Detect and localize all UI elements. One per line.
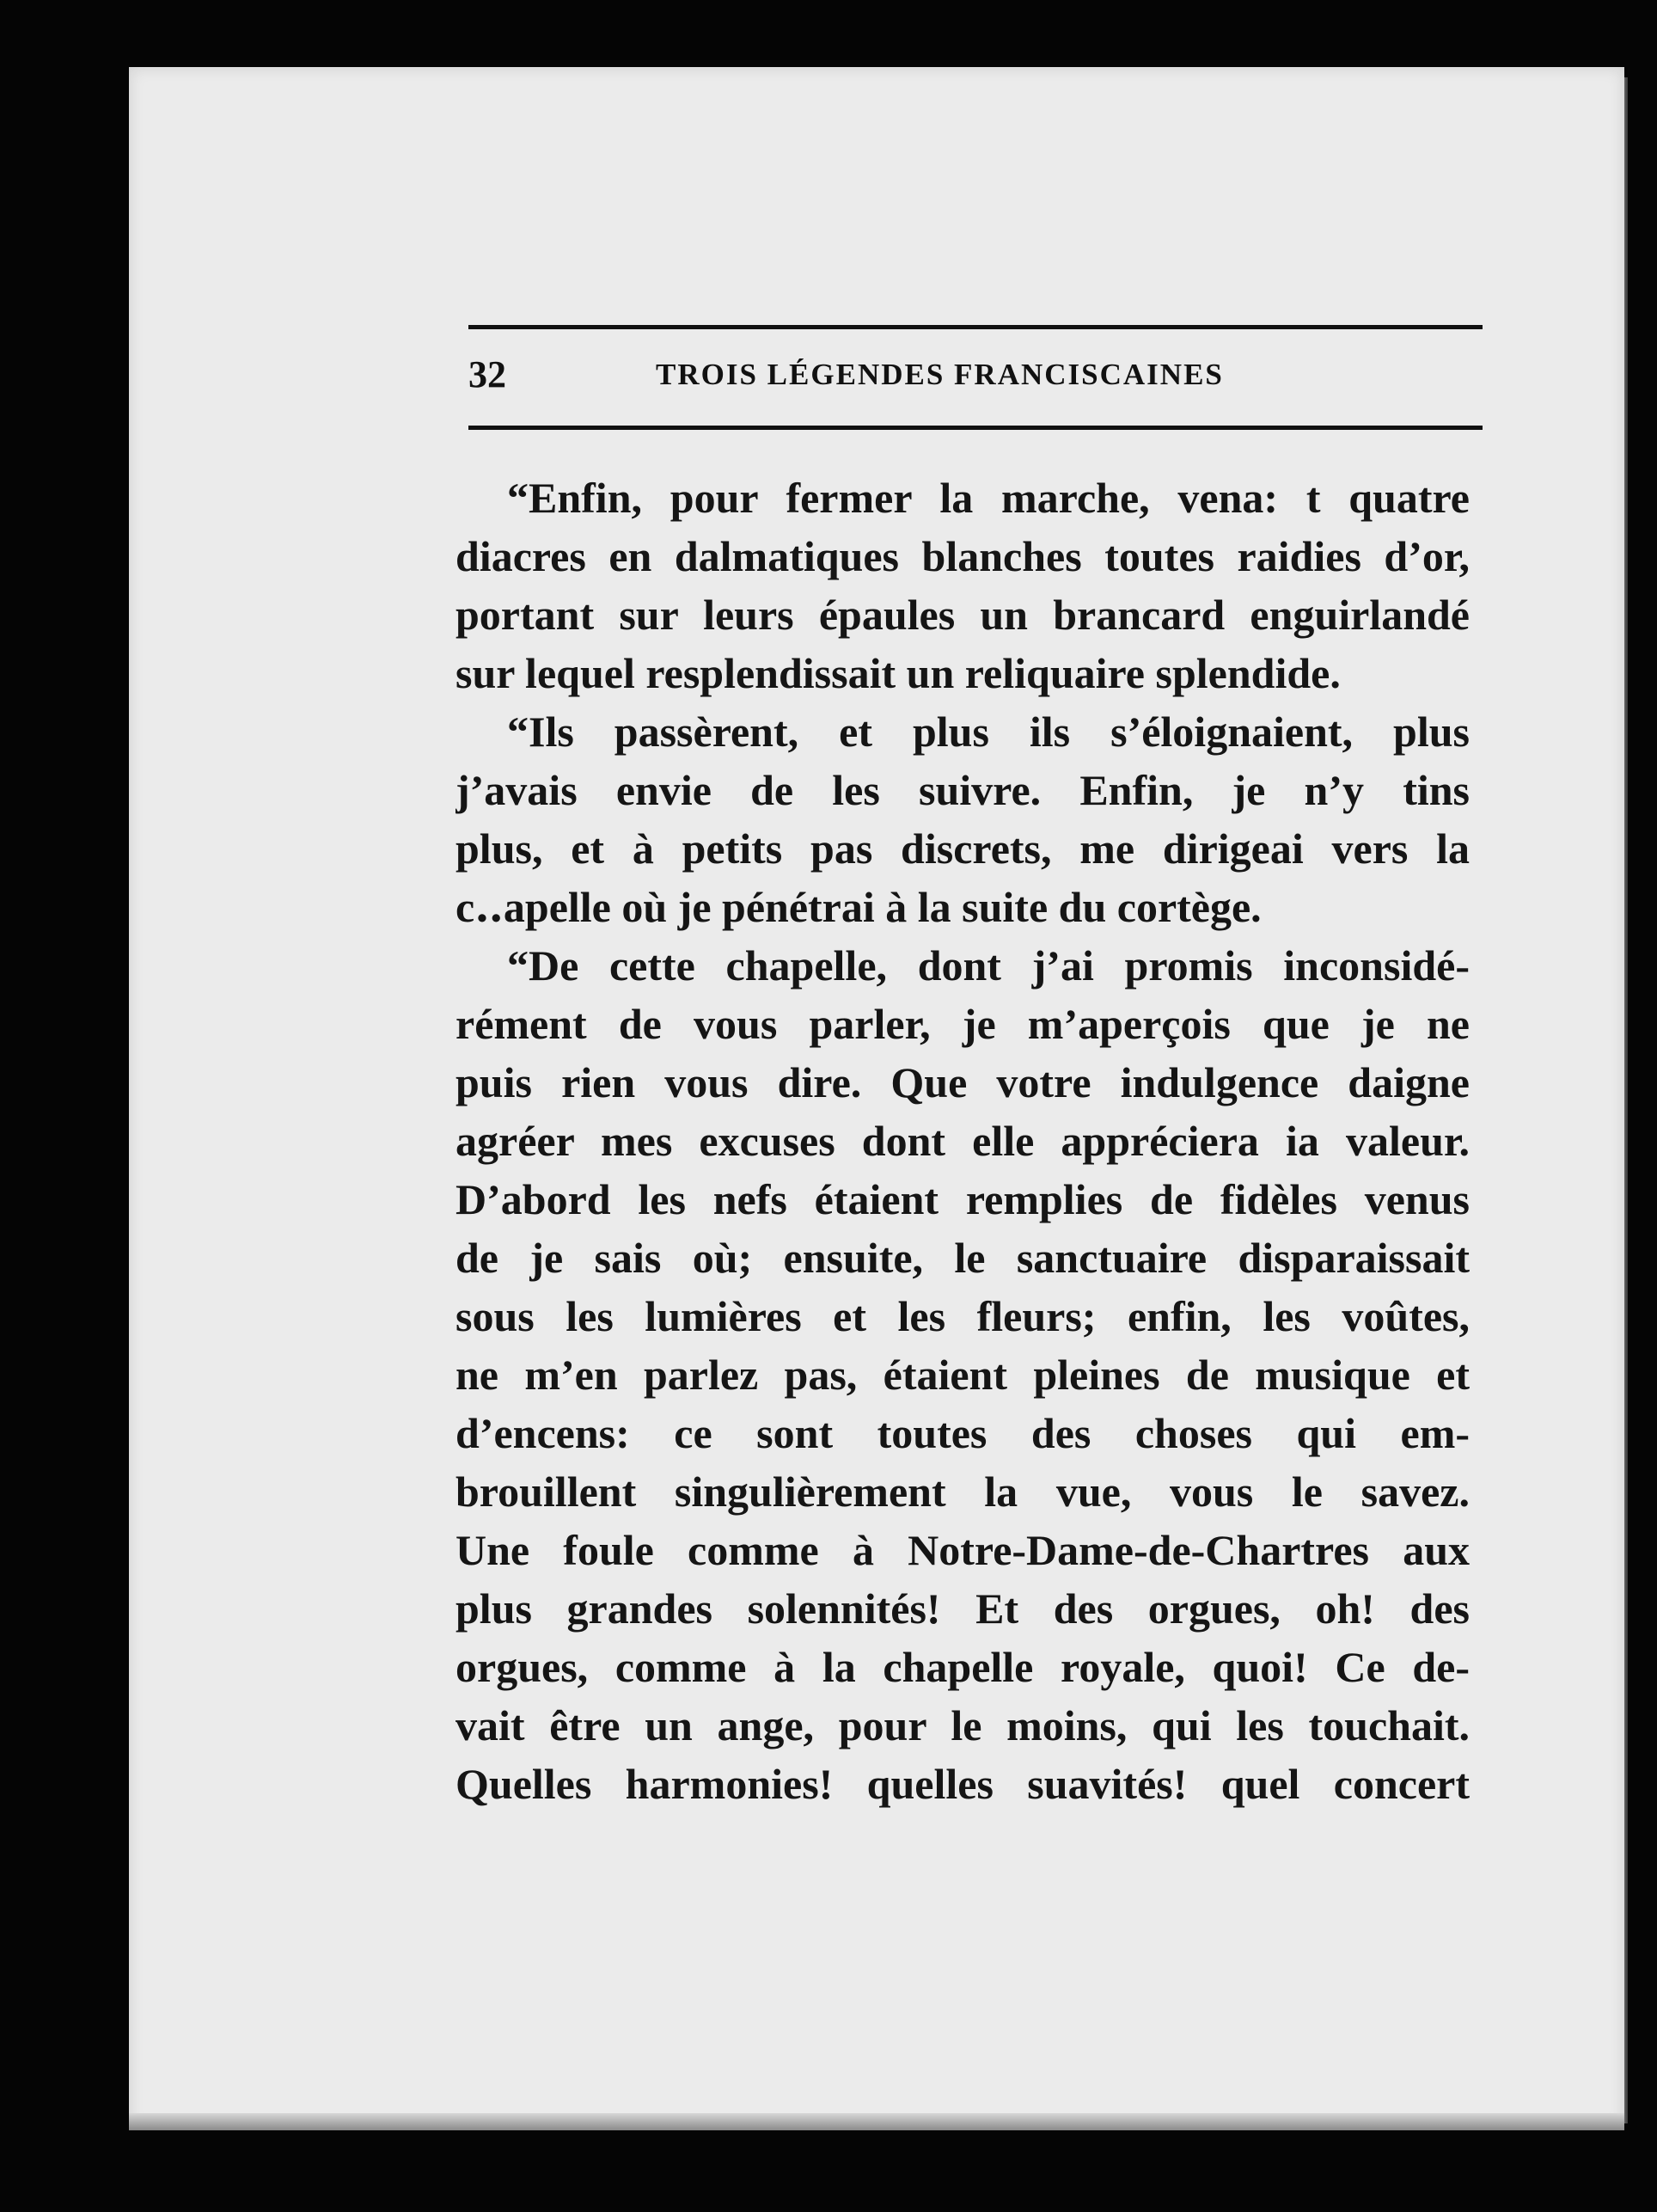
text-line: diacres en dalmatiques blanches toutes raidies d’or,: [456, 532, 1470, 580]
text-line: “Enfin, pour fermer la marche, vena: t quatre: [507, 474, 1470, 522]
text-line: puis rien vous dire. Que votre indulgence daigne: [456, 1058, 1470, 1106]
running-head: [468, 340, 1483, 409]
text-line: Une foule comme à Notre-Dame-de-Chartres aux: [456, 1526, 1470, 1574]
header-rule-top: [468, 325, 1483, 329]
page-number: 32: [468, 353, 506, 395]
text-line: plus, et à petits pas discrets, me dirigeai vers la: [456, 824, 1470, 873]
running-title: TROIS LÉGENDES FRANCISCAINES: [656, 358, 1224, 391]
body-text: [456, 469, 1470, 1813]
text-line: “De cette chapelle, dont j’ai promis inconsidé-: [507, 941, 1470, 990]
text-line: de je sais où; ensuite, le sanctuaire disparaissait: [456, 1234, 1470, 1282]
header-rule-bottom: [468, 426, 1483, 430]
text-line: c‥apelle où je pénétrai à la suite du cortège.: [456, 883, 1262, 931]
text-line: D’abord les nefs étaient remplies de fidèles venus: [456, 1175, 1470, 1223]
text-line: sur lequel resplendissait un reliquaire splendide.: [456, 649, 1341, 697]
text-line: j’avais envie de les suivre. Enfin, je n’y tins: [456, 766, 1470, 814]
text-line: ne m’en parlez pas, étaient pleines de musique et: [456, 1351, 1470, 1399]
text-line: orgues, comme à la chapelle royale, quoi! Ce de-: [456, 1643, 1470, 1691]
text-line: Quelles harmonies! quelles suavités! quel concert: [456, 1760, 1470, 1808]
text-line: d’encens: ce sont toutes des choses qui em-: [456, 1409, 1470, 1457]
text-line: brouillent singulièrement la vue, vous le savez.: [456, 1468, 1470, 1516]
page-edge-bottom: [129, 2113, 1624, 2130]
text-line: agréer mes excuses dont elle appréciera ia valeur.: [456, 1117, 1470, 1165]
text-line: rément de vous parler, je m’aperçois que je ne: [456, 1000, 1470, 1048]
text-line: “Ils passèrent, et plus ils s’éloignaient, plus: [507, 708, 1470, 756]
text-line: portant sur leurs épaules un brancard enguirlandé: [456, 591, 1470, 639]
text-line: vait être un ange, pour le moins, qui les touchait.: [456, 1701, 1470, 1749]
text-line: plus grandes solennités! Et des orgues, oh! des: [456, 1584, 1470, 1633]
text-line: sous les lumières et les fleurs; enfin, les voûtes,: [456, 1292, 1470, 1340]
